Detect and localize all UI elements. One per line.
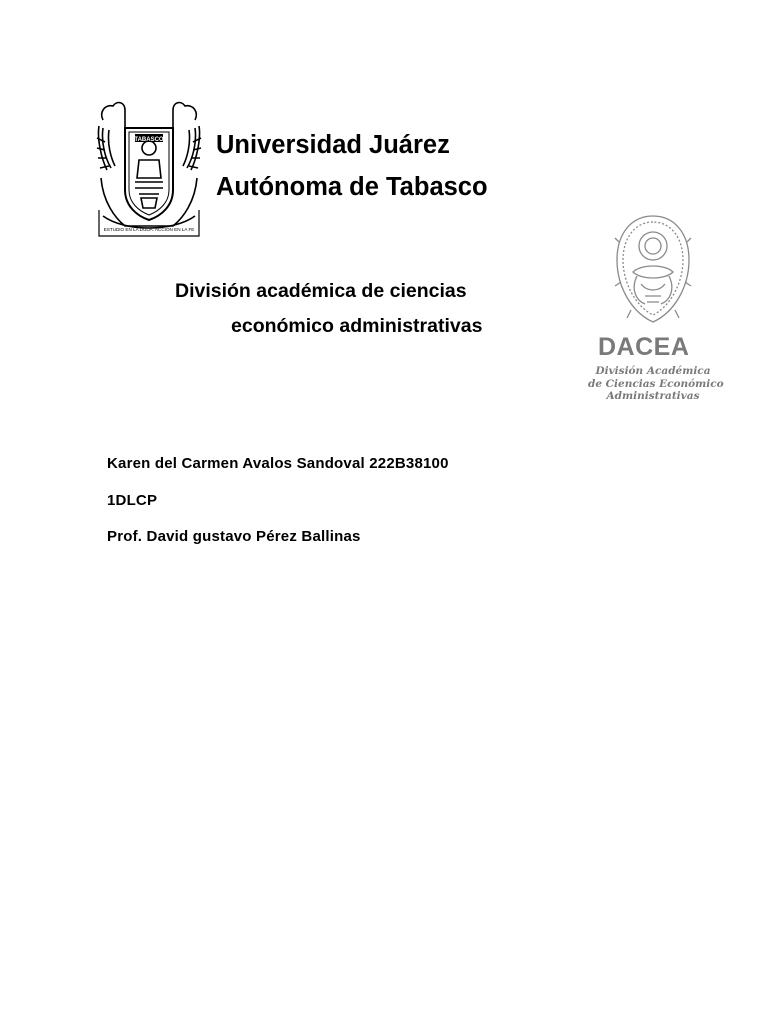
dacea-subtitle	[588, 365, 724, 403]
university-name-line1: Universidad Juárez	[216, 131, 450, 159]
group-code: 1DLCP	[107, 492, 158, 509]
student-name-and-id: Karen del Carmen Avalos Sandoval 222B38100	[107, 455, 449, 472]
university-name-line2: Autónoma de Tabasco	[216, 173, 488, 201]
dacea-logo	[588, 212, 724, 412]
division-name-line2: económico administrativas	[231, 315, 483, 337]
dacea-subtitle-line1: División Académica	[595, 365, 711, 377]
dacea-wordmark: DACEA	[598, 333, 690, 361]
professor-name: Prof. David gustavo Pérez Ballinas	[107, 528, 361, 545]
dacea-subtitle-line3: Administrativas	[606, 390, 700, 402]
ujat-motto-text: ESTUDIO EN LA DUDA. ACCIÓN EN LA FE	[103, 227, 195, 232]
university-name	[216, 124, 488, 208]
dacea-emblem-icon	[611, 212, 695, 327]
dacea-subtitle-line2: de Ciencias Económico	[588, 377, 724, 390]
division-name-line1: División académica de ciencias	[175, 280, 467, 302]
ujat-seal-text: TABASCO	[134, 137, 164, 143]
ujat-coat-of-arms-icon	[95, 98, 203, 240]
